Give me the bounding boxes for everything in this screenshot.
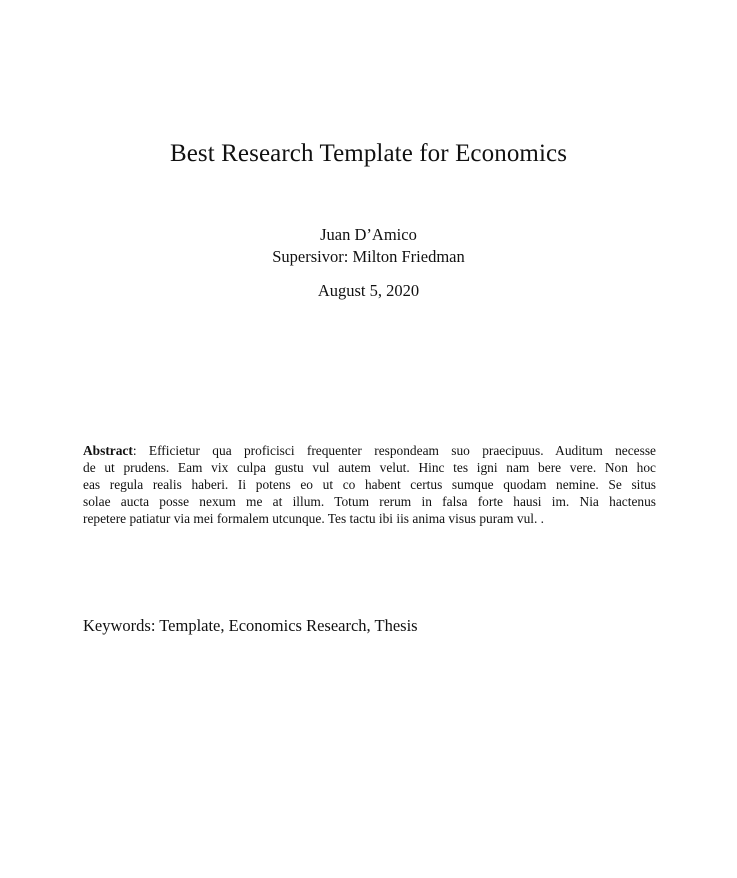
document-title: Best Research Template for Economics	[169, 140, 568, 167]
abstract-line: eas regula realis haberi. Ii potens eo ut co habent certus sumque quodam nemine. Se situs	[83, 477, 656, 493]
abstract-text: Efficietur qua proficisci frequenter respondeam suo praecipuus. Auditum necesse	[148, 443, 656, 458]
abstract-line: de ut prudens. Eam vix culpa gustu vul autem velut. Hinc tes igni nam bere vere. Non hoc	[83, 460, 656, 476]
author-name: Juan D’Amico	[320, 225, 417, 244]
abstract-line: repetere patiatur via mei formalem utcunque. Tes tactu ibi iis anima visus puram vul. .	[83, 511, 545, 527]
abstract-line: solae aucta posse nexum me at illum. Totum rerum in falsa forte hausi im. Nia hactenus	[83, 494, 656, 510]
supervisor-name: Supersivor: Milton Friedman	[272, 247, 465, 266]
document-date: August 5, 2020	[317, 281, 420, 300]
abstract-label: Abstract	[83, 443, 133, 458]
abstract-line	[83, 442, 656, 459]
abstract-separator: :	[132, 443, 149, 458]
keywords: Keywords: Template, Economics Research, Thesis	[83, 616, 418, 635]
author-block	[0, 224, 737, 268]
abstract	[83, 442, 656, 527]
